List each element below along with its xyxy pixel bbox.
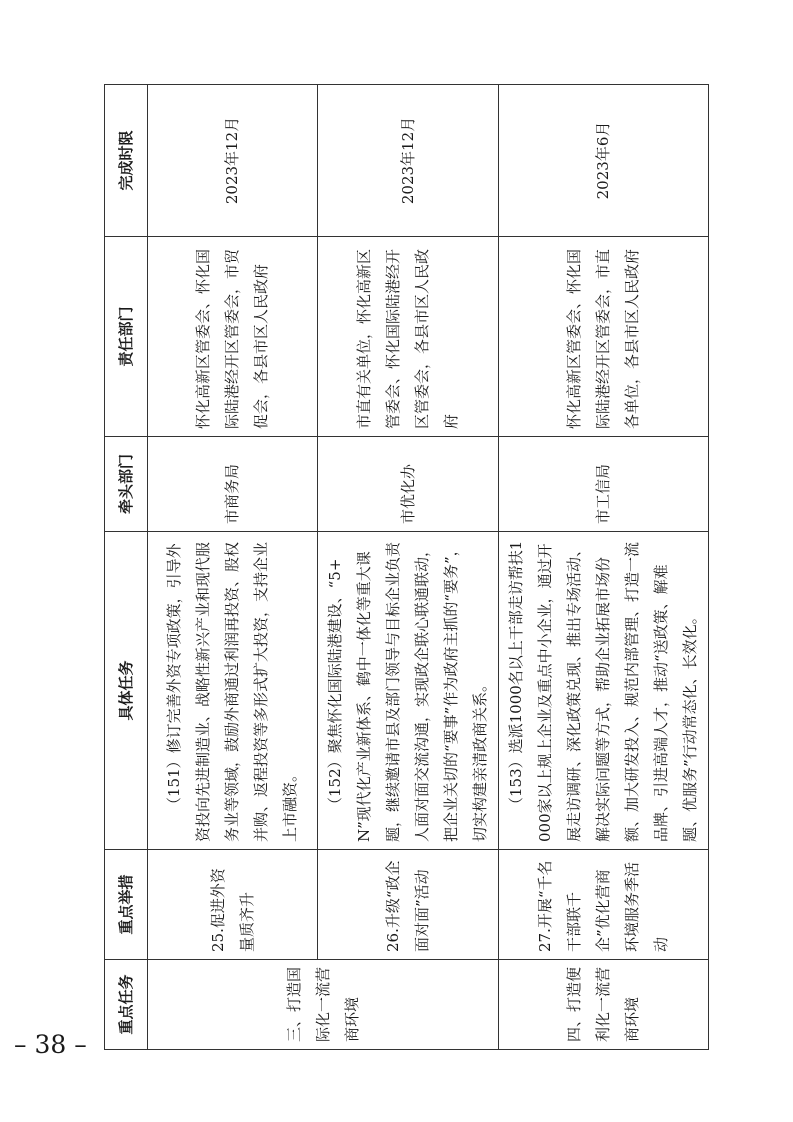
page-number: – 38 – xyxy=(14,1030,87,1059)
task-table xyxy=(104,84,709,1050)
header-specific-task: 具体任务 xyxy=(105,532,148,850)
table-row xyxy=(499,85,709,1050)
measure-cell: 27.开展“千名干部联千企”优化营商环境服务季活动 xyxy=(499,850,709,960)
table-header-row xyxy=(105,85,148,1050)
responsible-department-cell: 市直有关单位，怀化高新区管委会、怀化国际陆港经开区管委会，各县市区人民政府 xyxy=(318,237,499,437)
lead-department-cell: 市商务局 xyxy=(148,437,318,532)
header-lead-department: 牵头部门 xyxy=(105,437,148,532)
table-row xyxy=(318,85,499,1050)
specific-task-cell: （152）聚焦怀化国际陆港建设、“5+N”现代化产业新体系、鹤中一体化等重大课题，继续邀请市县及部门领导与目标企业负责人面对面交流沟通，实现政企联心联通联动，把企业关切的“要事”作为政府主抓的“要务”，切实构建亲清政商关系。 xyxy=(318,532,499,850)
deadline-cell: 2023年12月 xyxy=(318,85,499,237)
header-deadline: 完成时限 xyxy=(105,85,148,237)
deadline-cell: 2023年12月 xyxy=(148,85,318,237)
measure-cell: 26.升级“政企面对面”活动 xyxy=(318,850,499,960)
header-measure: 重点举措 xyxy=(105,850,148,960)
responsible-department-cell: 怀化高新区管委会、怀化国际陆港经开区管委会，市直各单位，各县市区人民政府 xyxy=(499,237,709,437)
measure-cell: 25.促进外资量质齐升 xyxy=(148,850,318,960)
specific-task-cell: （153）选派1000名以上干部走访帮扶1000家以上规上企业及重点中小企业，通过开展走访调研、深化政策兑现、推出专场活动、解决实际问题等方式，帮助企业拓展市场份额、加大研发投入、规范内部管理、打造一流品牌、引进高端人才，推动“送政策、解难题、优服务”行动常态化、长效化。 xyxy=(499,532,709,850)
header-responsible-department: 责任部门 xyxy=(105,237,148,437)
lead-department-cell: 市优化办 xyxy=(318,437,499,532)
key-task-cell: 三、打造国际化一流营商环境 xyxy=(148,960,499,1050)
page-number-value: 38 xyxy=(34,1030,67,1059)
responsible-department-cell: 怀化高新区管委会、怀化国际陆港经开区管委会，市贸促会，各县市区人民政府 xyxy=(148,237,318,437)
deadline-cell: 2023年6月 xyxy=(499,85,709,237)
header-key-task: 重点任务 xyxy=(105,960,148,1050)
rotated-table-content xyxy=(104,85,699,1050)
rotated-table-region xyxy=(104,85,699,1050)
table-row xyxy=(148,85,318,1050)
specific-task-cell: （151）修订完善外资专项政策，引导外资投向先进制造业、战略性新兴产业和现代服务业等领域，鼓励外商通过利润再投资、股权并购、返程投资等多形式扩大投资，支持企业上市融资。 xyxy=(148,532,318,850)
lead-department-cell: 市工信局 xyxy=(499,437,709,532)
key-task-cell: 四、打造便利化一流营商环境 xyxy=(499,960,709,1050)
